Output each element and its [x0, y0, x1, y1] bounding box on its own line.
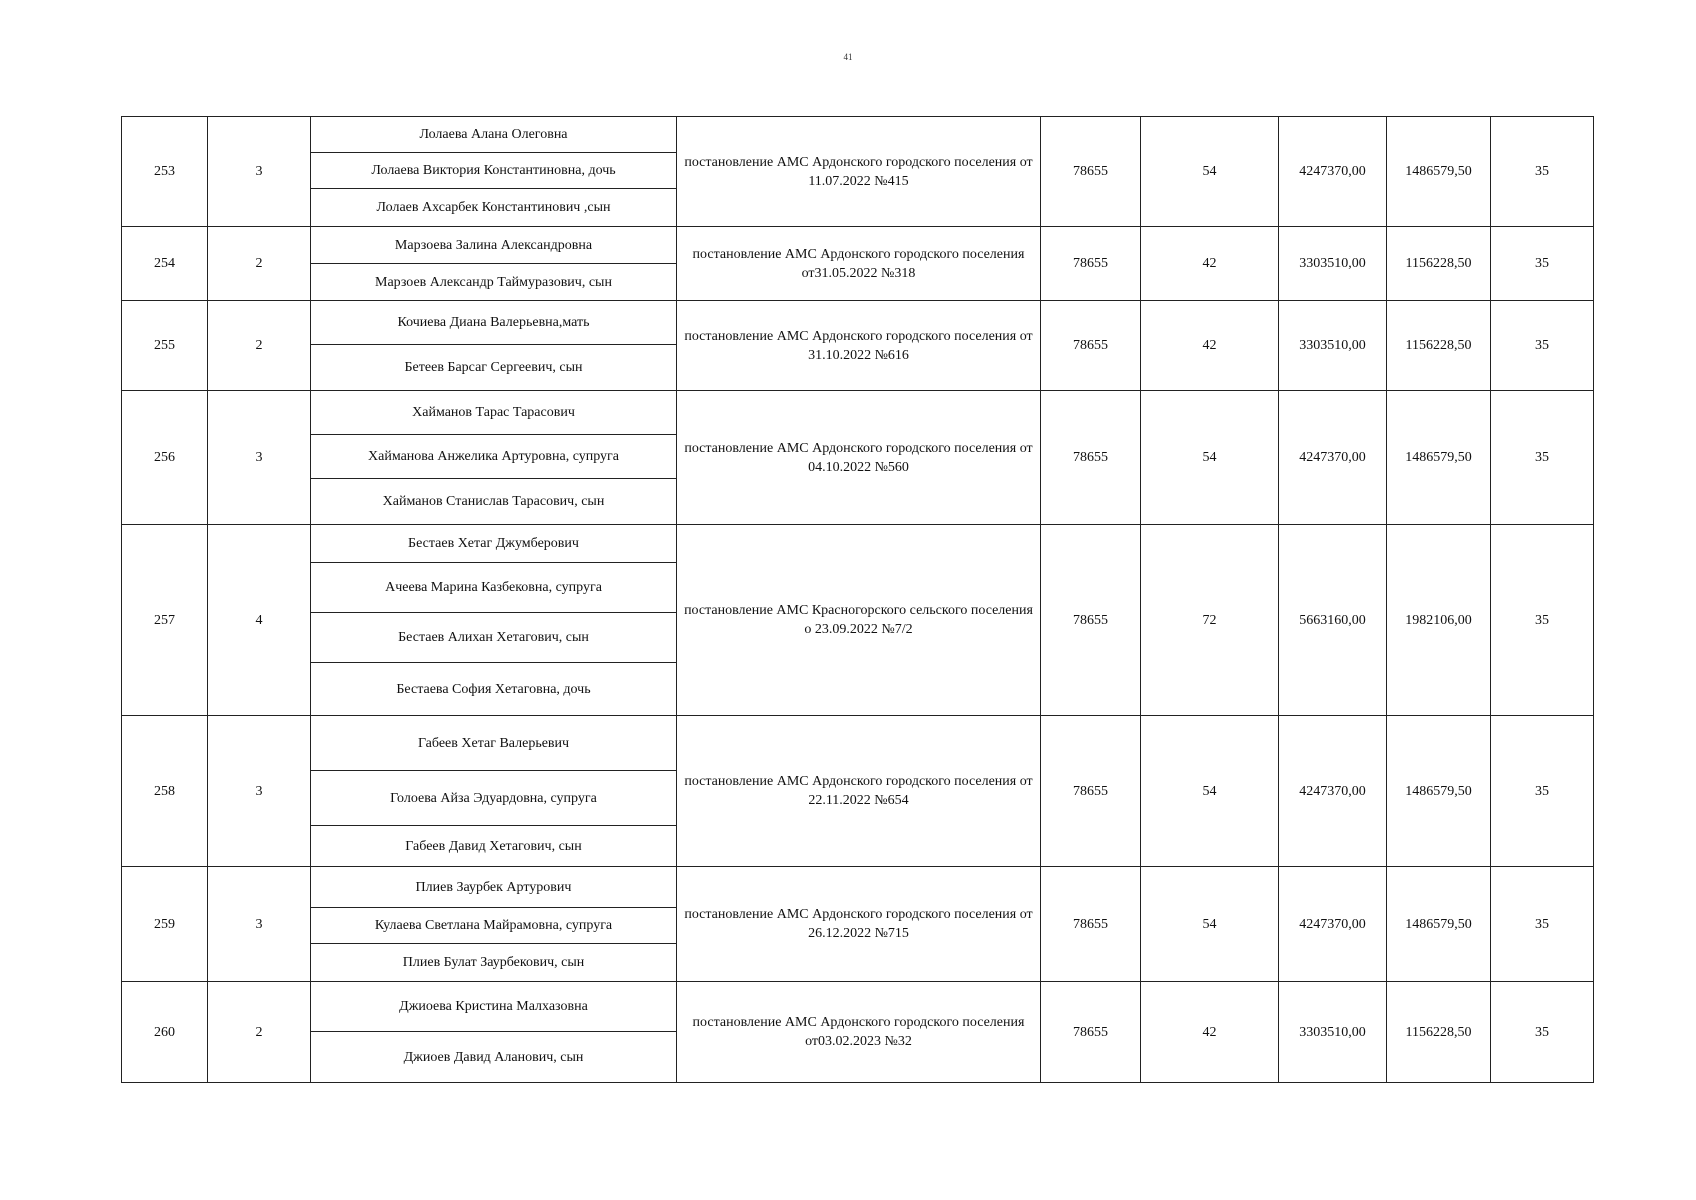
area-cell: 42 — [1141, 227, 1279, 301]
table-row — [122, 301, 1594, 345]
norm-cost-cell: 78655 — [1041, 867, 1141, 982]
members-count-cell: 4 — [208, 525, 311, 716]
subsidy-cell: 1156228,50 — [1387, 982, 1491, 1083]
total-cost-cell: 5663160,00 — [1279, 525, 1387, 716]
norm-cost-cell: 78655 — [1041, 716, 1141, 867]
member-name-cell: Джиоева Кристина Малхазовна — [311, 982, 677, 1032]
total-cost-cell: 4247370,00 — [1279, 716, 1387, 867]
document-cell: постановление АМС Ардонского городского поселения от03.02.2023 №32 — [677, 982, 1041, 1083]
member-name-cell: Бетеев Барсаг Сергеевич, сын — [311, 345, 677, 391]
area-cell: 54 — [1141, 716, 1279, 867]
subsidy-cell: 1486579,50 — [1387, 391, 1491, 525]
norm-cost-cell: 78655 — [1041, 227, 1141, 301]
table-row — [122, 117, 1594, 153]
table-row — [122, 525, 1594, 563]
percent-cell: 35 — [1491, 525, 1594, 716]
norm-cost-cell: 78655 — [1041, 525, 1141, 716]
row-number-cell: 254 — [122, 227, 208, 301]
members-count-cell: 3 — [208, 117, 311, 227]
norm-cost-cell: 78655 — [1041, 982, 1141, 1083]
percent-cell: 35 — [1491, 117, 1594, 227]
percent-cell: 35 — [1491, 982, 1594, 1083]
total-cost-cell: 3303510,00 — [1279, 982, 1387, 1083]
member-name-cell: Кочиева Диана Валерьевна,мать — [311, 301, 677, 345]
total-cost-cell: 3303510,00 — [1279, 301, 1387, 391]
document-cell: постановление АМС Ардонского городского поселения от 26.12.2022 №715 — [677, 867, 1041, 982]
norm-cost-cell: 78655 — [1041, 117, 1141, 227]
member-name-cell: Марзоев Александр Таймуразович, сын — [311, 264, 677, 301]
row-number-cell: 260 — [122, 982, 208, 1083]
members-count-cell: 2 — [208, 301, 311, 391]
subsidy-cell: 1486579,50 — [1387, 867, 1491, 982]
percent-cell: 35 — [1491, 716, 1594, 867]
percent-cell: 35 — [1491, 227, 1594, 301]
member-name-cell: Бестаев Хетаг Джумберович — [311, 525, 677, 563]
document-cell: постановление АМС Ардонского городского поселения от 04.10.2022 №560 — [677, 391, 1041, 525]
row-number-cell: 256 — [122, 391, 208, 525]
subsidy-cell: 1982106,00 — [1387, 525, 1491, 716]
document-cell: постановление АМС Ардонского городского поселения от 31.10.2022 №616 — [677, 301, 1041, 391]
document-cell: постановление АМС Красногорского сельского поселения о 23.09.2022 №7/2 — [677, 525, 1041, 716]
member-name-cell: Лолаева Виктория Константиновна, дочь — [311, 153, 677, 189]
member-name-cell: Плиев Заурбек Артурович — [311, 867, 677, 908]
area-cell: 54 — [1141, 117, 1279, 227]
member-name-cell: Ачеева Марина Казбековна, супруга — [311, 563, 677, 613]
norm-cost-cell: 78655 — [1041, 391, 1141, 525]
member-name-cell: Бестаев Алихан Хетагович, сын — [311, 613, 677, 663]
members-count-cell: 2 — [208, 227, 311, 301]
beneficiaries-table — [121, 116, 1594, 1083]
subsidy-cell: 1156228,50 — [1387, 227, 1491, 301]
total-cost-cell: 4247370,00 — [1279, 117, 1387, 227]
table-body — [122, 117, 1594, 1083]
document-cell: постановление АМС Ардонского городского поселения от31.05.2022 №318 — [677, 227, 1041, 301]
member-name-cell: Джиоев Давид Аланович, сын — [311, 1032, 677, 1083]
subsidy-cell: 1156228,50 — [1387, 301, 1491, 391]
subsidy-cell: 1486579,50 — [1387, 117, 1491, 227]
document-cell: постановление АМС Ардонского городского поселения от 11.07.2022 №415 — [677, 117, 1041, 227]
member-name-cell: Голоева Айза Эдуардовна, супруга — [311, 771, 677, 826]
subsidy-cell: 1486579,50 — [1387, 716, 1491, 867]
table-row — [122, 867, 1594, 908]
table-row — [122, 391, 1594, 435]
member-name-cell: Хайманов Станислав Тарасович, сын — [311, 479, 677, 525]
member-name-cell: Марзоева Залина Александровна — [311, 227, 677, 264]
members-count-cell: 3 — [208, 867, 311, 982]
table-row — [122, 716, 1594, 771]
area-cell: 54 — [1141, 867, 1279, 982]
document-cell: постановление АМС Ардонского городского поселения от 22.11.2022 №654 — [677, 716, 1041, 867]
row-number-cell: 257 — [122, 525, 208, 716]
percent-cell: 35 — [1491, 867, 1594, 982]
member-name-cell: Хайманов Тарас Тарасович — [311, 391, 677, 435]
member-name-cell: Лолаев Ахсарбек Константинович ,сын — [311, 189, 677, 227]
member-name-cell: Кулаева Светлана Майрамовна, супруга — [311, 908, 677, 944]
percent-cell: 35 — [1491, 301, 1594, 391]
member-name-cell: Плиев Булат Заурбекович, сын — [311, 944, 677, 982]
row-number-cell: 258 — [122, 716, 208, 867]
members-count-cell: 3 — [208, 716, 311, 867]
percent-cell: 35 — [1491, 391, 1594, 525]
members-count-cell: 2 — [208, 982, 311, 1083]
area-cell: 72 — [1141, 525, 1279, 716]
member-name-cell: Бестаева София Хетаговна, дочь — [311, 663, 677, 716]
member-name-cell: Лолаева Алана Олеговна — [311, 117, 677, 153]
norm-cost-cell: 78655 — [1041, 301, 1141, 391]
member-name-cell: Хайманова Анжелика Артуровна, супруга — [311, 435, 677, 479]
total-cost-cell: 4247370,00 — [1279, 391, 1387, 525]
row-number-cell: 259 — [122, 867, 208, 982]
table-row — [122, 982, 1594, 1032]
page-number: 41 — [843, 52, 853, 62]
area-cell: 42 — [1141, 301, 1279, 391]
area-cell: 42 — [1141, 982, 1279, 1083]
table-row — [122, 227, 1594, 264]
member-name-cell: Габеев Хетаг Валерьевич — [311, 716, 677, 771]
total-cost-cell: 3303510,00 — [1279, 227, 1387, 301]
member-name-cell: Габеев Давид Хетагович, сын — [311, 826, 677, 867]
area-cell: 54 — [1141, 391, 1279, 525]
members-count-cell: 3 — [208, 391, 311, 525]
total-cost-cell: 4247370,00 — [1279, 867, 1387, 982]
row-number-cell: 253 — [122, 117, 208, 227]
row-number-cell: 255 — [122, 301, 208, 391]
